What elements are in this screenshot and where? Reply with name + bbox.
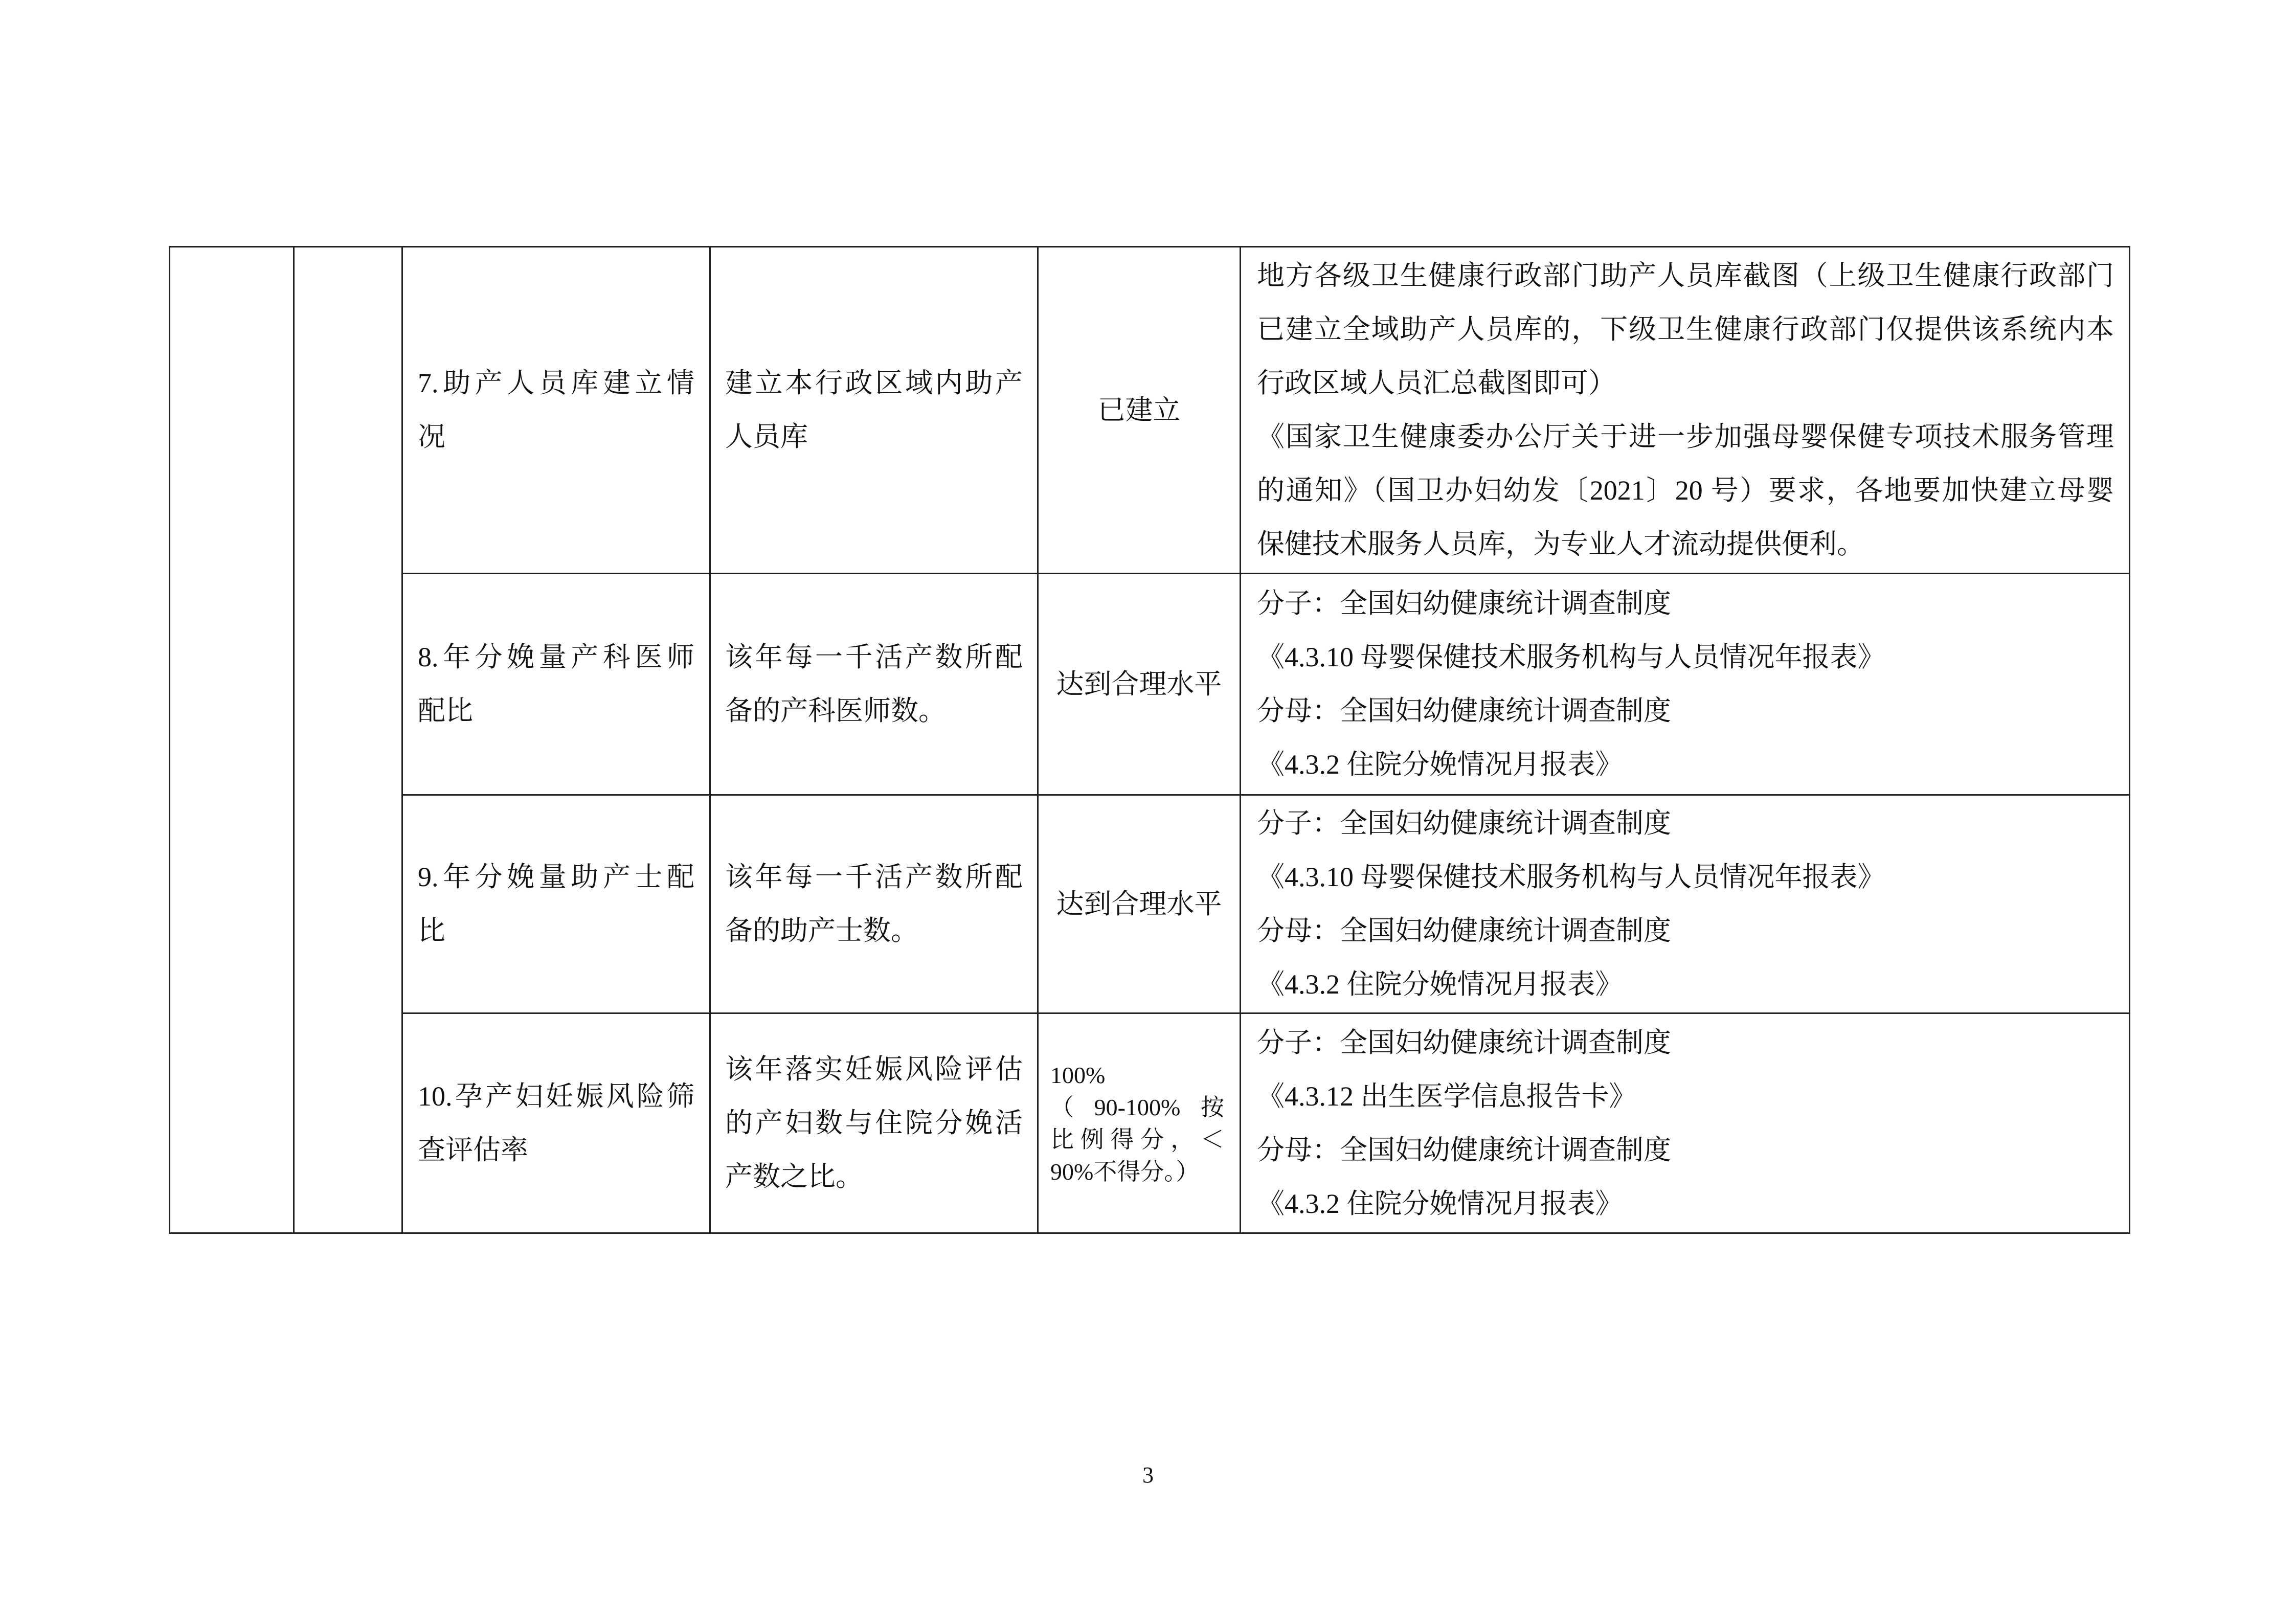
text-line: 8.年分娩量产科医师 [418,642,694,672]
text-line: 的通知》（国卫办妇幼发〔2021〕20 号）要求，各地要加快建立母婴 [1257,475,2114,506]
blank-cell [170,247,294,1233]
standard-cell [1038,574,1241,795]
text-line: 达到合理水平 [1056,888,1222,919]
text-line: 10.孕产妇妊娠风险筛 [418,1080,694,1112]
text-line: 《4.3.2 住院分娩情况月报表》 [1257,749,1623,780]
blank-cell [294,247,402,1233]
text-line: 分母：全国妇幼健康统计调查制度 [1257,1134,1671,1165]
standard-cell [1038,247,1241,574]
evidence-cell [1241,247,2130,574]
text-line: 比例得分，＜ [1050,1126,1224,1153]
text-line: 建立本行政区域内助产 [725,368,1023,398]
definition-cell [710,247,1038,574]
text-line: 《国家卫生健康委办公厅关于进一步加强母婴保健专项技术服务管理 [1257,421,2114,452]
evidence-cell [1241,574,2130,795]
text-line: 已建立 [1097,394,1181,425]
text-line: 《4.3.2 住院分娩情况月报表》 [1257,1188,1623,1219]
text-line: 保健技术服务人员库，为专业人才流动提供便利。 [1257,529,1864,559]
text-line: 已建立全域助产人员库的，下级卫生健康行政部门仅提供该系统内本 [1257,314,2114,345]
page-number: 3 [1142,1462,1154,1487]
definition-cell [710,1013,1038,1233]
text-line: 配比 [418,695,473,726]
indicator-table [169,246,2130,1234]
table-row [170,574,2130,795]
text-line: （90-100%按 [1050,1094,1224,1120]
text-line: 该年每一千活产数所配 [725,862,1023,892]
text-line: 7.助产人员库建立情 [418,368,694,398]
text-line: 分子：全国妇幼健康统计调查制度 [1257,588,1671,619]
text-line: 备的产科医师数。 [725,695,946,726]
text-line: 备的助产士数。 [725,915,918,946]
text-line: 分母：全国妇幼健康统计调查制度 [1257,695,1671,726]
evidence-cell [1241,795,2130,1013]
text-line: 地方各级卫生健康行政部门助产人员库截图（上级卫生健康行政部门 [1257,260,2114,291]
text-line: 《4.3.10 母婴保健技术服务机构与人员情况年报表》 [1257,862,1885,892]
text-line: 的产妇数与住院分娩活 [725,1108,1023,1138]
item-cell [402,247,710,574]
text-line: 100% [1050,1062,1106,1088]
item-cell [402,795,710,1013]
evidence-cell [1241,1013,2130,1233]
text-line: 该年每一千活产数所配 [725,642,1023,672]
text-line: 《4.3.2 住院分娩情况月报表》 [1257,969,1623,1000]
text-line: 人员库 [725,421,808,452]
text-line: 分子：全国妇幼健康统计调查制度 [1257,1027,1671,1058]
text-line: 9.年分娩量助产士配 [418,862,694,892]
definition-cell [710,574,1038,795]
item-cell [402,574,710,795]
standard-cell [1038,795,1241,1013]
text-line: 90%不得分。） [1050,1158,1200,1185]
text-line: 况 [418,421,445,452]
text-line: 《4.3.10 母婴保健技术服务机构与人员情况年报表》 [1257,642,1885,672]
text-line: 比 [418,915,445,946]
text-line: 分母：全国妇幼健康统计调查制度 [1257,915,1671,946]
text-line: 达到合理水平 [1056,668,1222,700]
item-cell [402,1013,710,1233]
text-line: 产数之比。 [725,1161,863,1192]
table-row [170,795,2130,1013]
table-row [170,247,2130,574]
text-line: 分子：全国妇幼健康统计调查制度 [1257,808,1671,839]
standard-cell [1038,1013,1241,1233]
text-line: 《4.3.12 出生医学信息报告卡》 [1257,1080,1637,1112]
definition-cell [710,795,1038,1013]
text-line: 行政区域人员汇总截图即可） [1257,368,1616,398]
text-line: 查评估率 [418,1134,528,1165]
text-line: 该年落实妊娠风险评估 [725,1054,1023,1085]
table-row [170,1013,2130,1233]
